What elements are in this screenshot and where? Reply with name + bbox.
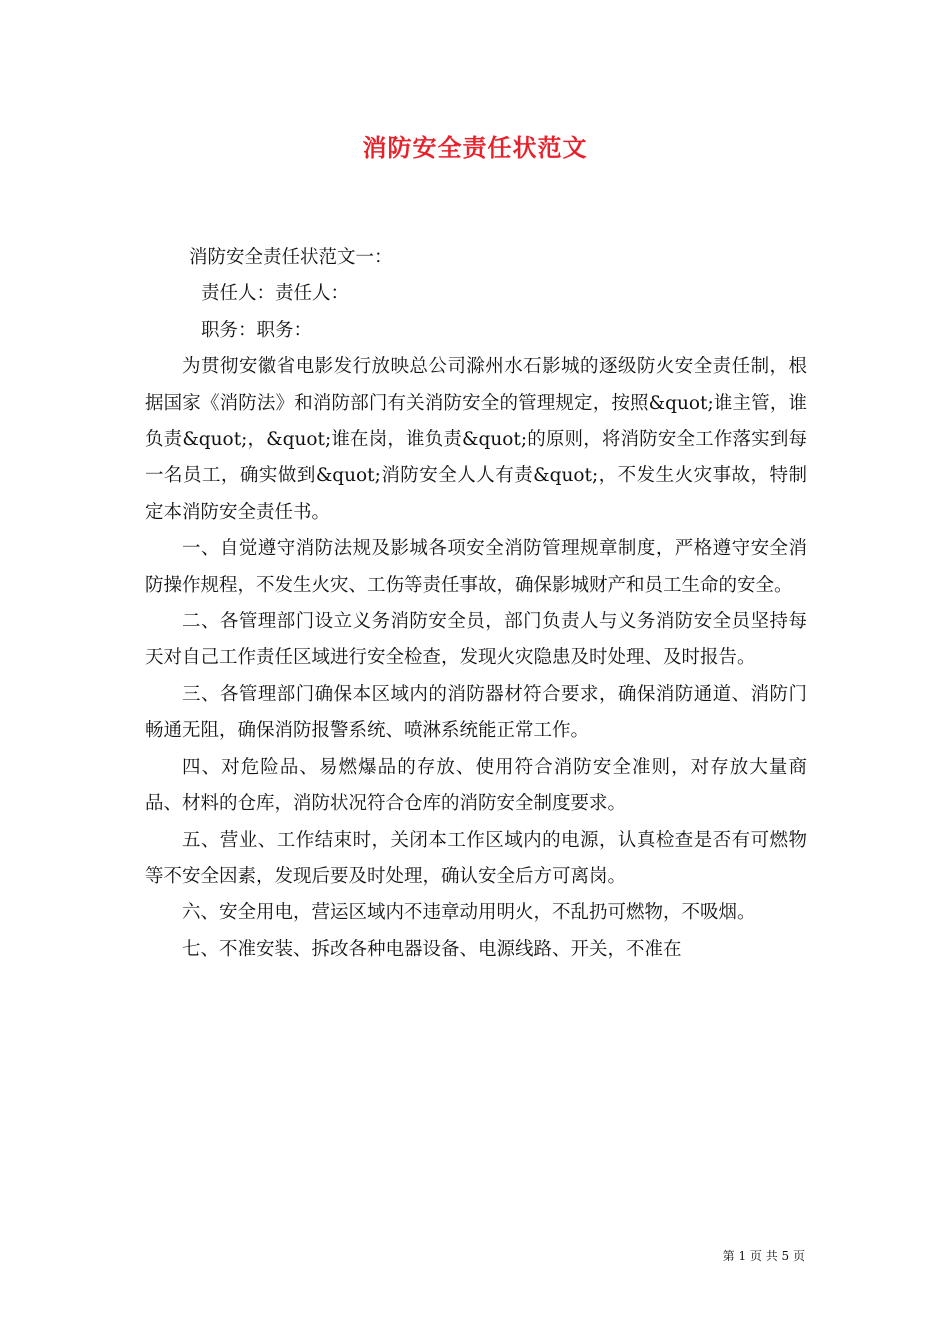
- page-number: 第 1 页 共 5 页: [722, 1249, 805, 1263]
- paragraph-item-7: 七、不准安装、拆改各种电器设备、电源线路、开关，不准在: [182, 938, 682, 960]
- paragraph-responsible-person: 责任人：责任人：: [201, 283, 350, 305]
- paragraph-item-2: 二、各管理部门设立义务消防安全员，部门负责人与义务消防安全员坚持每天对自己工作责任区域进行安全检查，发现火灾隐患及时处理、及时报告。: [145, 611, 807, 669]
- paragraph-item-1: 一、自觉遵守消防法规及影城各项安全消防管理规章制度，严格遵守安全消防操作规程，不发生火灾、工伤等责任事故，确保影城财产和员工生命的安全。: [145, 538, 807, 596]
- paragraph-intro: 为贯彻安徽省电影发行放映总公司滁州水石影城的逐级防火安全责任制，根据国家《消防法》和消防部门有关消防安全的管理规定，按照&quot;谁主管，谁负责&quot;，&quot;谁在岗，谁负责&quot;的原则，将消防安全工作落实到每一名员工，确实做到&quot;消防安全人人有责&quot;，不发生火灾事故，特制定本消防安全责任书。: [145, 356, 807, 523]
- paragraph-heading: 消防安全责任状范文一：: [189, 247, 393, 268]
- paragraph-item-5: 五、营业、工作结束时，关闭本工作区域内的电源，认真检查是否有可燃物等不安全因素，发现后要及时处理，确认安全后方可离岗。: [145, 829, 807, 887]
- document-title: 消防安全责任状范文: [362, 133, 588, 162]
- document-body: [145, 240, 807, 968]
- paragraph-item-6: 六、安全用电，营运区域内不违章动用明火，不乱扔可燃物，不吸烟。: [182, 902, 756, 924]
- paragraph-item-4: 四、对危险品、易燃爆品的存放、使用符合消防安全准则，对存放大量商品、材料的仓库，消防状况符合仓库的消防安全制度要求。: [145, 756, 807, 815]
- paragraph-item-3: 三、各管理部门确保本区域内的消防器材符合要求，确保消防通道、消防门畅通无阻，确保消防报警系统、喷淋系统能正常工作。: [145, 683, 807, 742]
- paragraph-position: 职务：职务：: [201, 319, 313, 341]
